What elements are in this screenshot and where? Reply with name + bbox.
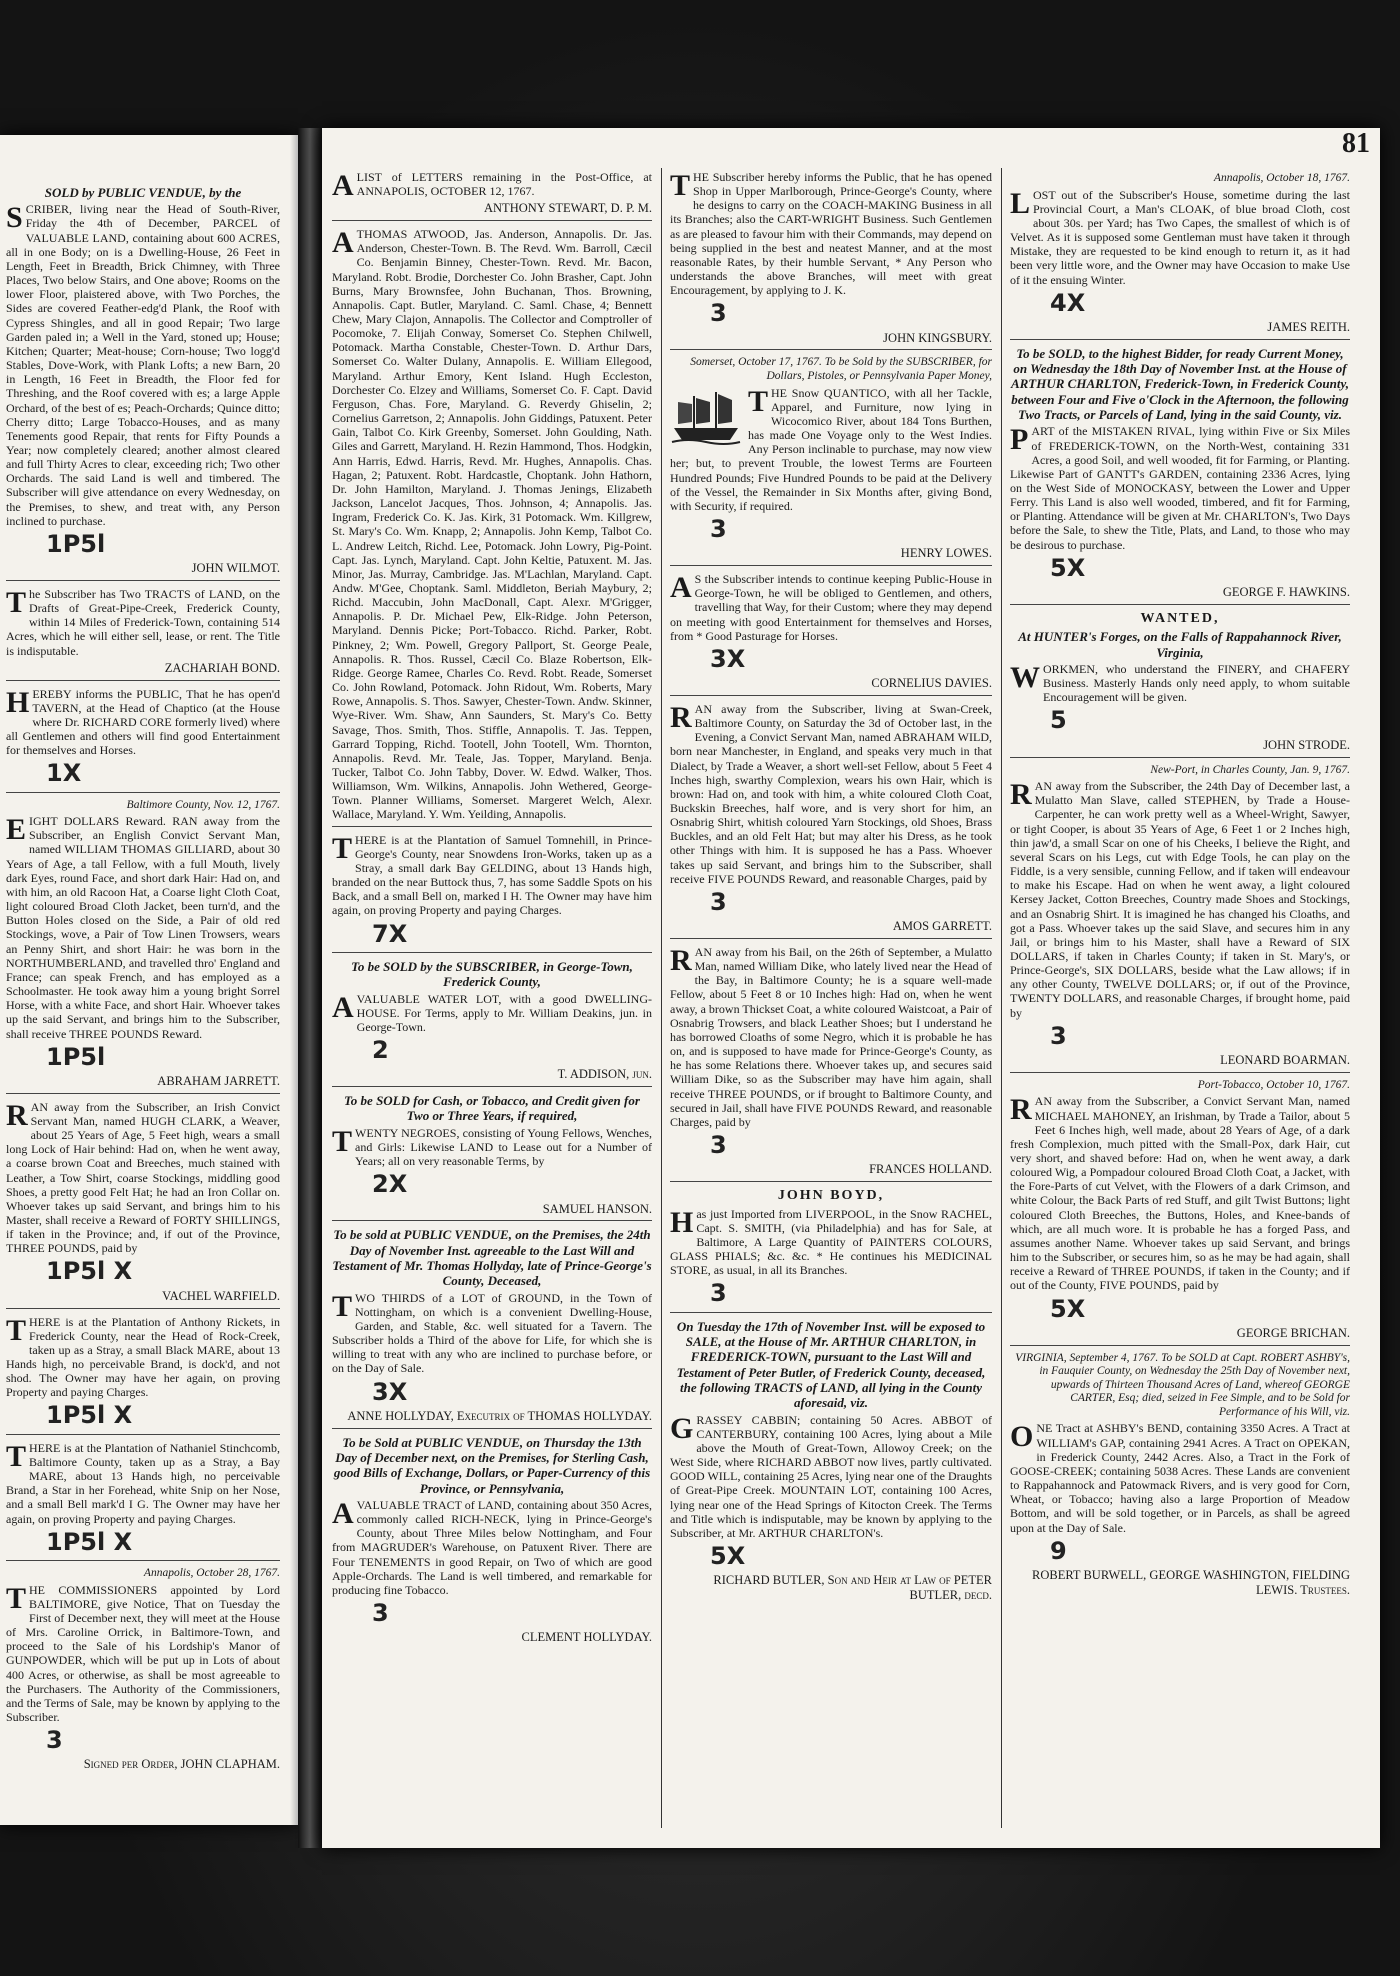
advertisement — [332, 170, 652, 221]
ad-title: JOHN BOYD, — [777, 1188, 885, 1204]
handwritten-mark: 1P5l X — [46, 1527, 133, 1556]
handwritten-mark: 1X — [46, 759, 82, 788]
ad-signer: FRANCES HOLLAND. — [869, 1162, 992, 1177]
ship-woodcut-icon — [670, 388, 742, 446]
ad-body-text: TWENTY NEGROES, consisting of Young Fellows, Wenches, and Girls: Likewise LAND to Lease out for a Number of Years; all on very reasonable Terms, by — [332, 1124, 652, 1169]
advertisement — [670, 356, 992, 566]
advertisement — [1010, 346, 1350, 605]
ad-body-text: ATHOMAS ATWOOD, Jas. Anderson, Annapolis. Dr. Jas. Anderson, Chester-Town. B. The Revd. Wm. Barroll, Cæcil Co. Benjamin Binney, Chester-Town. Revd. Mr. Bacon, Maryland. Robt. Brodie, Dorchester Co. John Brasher, Capt. John Burns, Mary Brownsfee, John Buchanan, Thos. Browning, Annapolis. Capt. Butler, Maryland. C. Saml. Chase, 4; Bennett Chew, Mary Clajon, Annapolis. The Collector and Comptroller of Pocomoke, 7. Elijah Conway, Somerset Co. Stephen Chilwell, Potomack. Martha Constable, Chester-Town. D. Arthur Dars, Somerset Co. Walter Dulany, Annapolis. E. William Ellegood, Maryland. Arthur Emory, Kent Island. Hugh Eccleston, Dorchester Co. Elzey and Williams, Somerset Co. F. Capt. David Ferguson, Chas. Fore, Maryland. G. Reverdy Ghiselin, 2; Cornelius Garretson, 2; Annapolis. John Giddings, Patuxent. Peter Gain, Talbot Co. Kirk Greenby, Somerset. John Goulding, Nath. Giles and Garrett, Maryland. H. Rezin Hammond, Thos. Hodgkin, Ann Harris, Edwd. Harris, Revd. Mr. Hughes, Annapolis. Chas. Hagan, 2; Patuxent. Robt. Hardcastle, Choptank. John Hathorn, Dr. John Hamilton, Maryland. J. Thomas Jenings, Elizabeth Jackson, Lancelot Jacques, Thos. Johnson, 4; Annapolis. Jas. Ingram, Frederick Co. K. Jas. Kirk, 31 Potomack. Wm. Killgrew, St. Mary's Co. Wm. Knapp, 2; Annapolis. John Kemp, Talbot Co. L. Andrew Leitch, Richd. Lee, Potomack. John Lowry, Pig-Point. Capt. Jas. Lynch, Maryland. Capt. John Keltie, Patuxent. M. Jas. Minor, Jas. Murray, Cambridge. Jas. M'Lachlan, Maryland. Capt. Andw. M'Gee, Choptank. Saml. Middleton, Beriah Maybury, 2; Richd. Maccubin, John MacDonall, Capt. Alexr. M'Grigger, Annapolis. P. Dr. Michael Pew, Elk-Ridge. John Peterson, Maryland. Dennis Picke; Port-Tobacco. Richd. Parker, Robt. Pinkney, 2; Wm. Powell, Gregory Pallport, St. George Peale, Annapolis. R. Thos. Russel, Cæcil Co. Blaze Robertson, Elk-Ridge. George Ramee, Charles Co. Revd. Robt. Reade, Somerset Co. John Rowland, Potomack. John Ridout, Wm. Roberts, Mary Rowe, Annapolis. S. Thos. Sawyer, Chester-Town. Andw. Skinner, Wye-River. Wm. Shaw, Ann Saunders, St. Mary's Co. Betty Savage, Thos. Smith, Thos. Stiffle, Annapolis. T. Jas. Teppen, Garrard Topping, Richd. Tootell, John Tootell, Wm. Thornton, Annapolis. Revd. Mr. Teale, Jas. Topper, Maryland. Benja. Tucker, Talbot Co. John Tabby, Dover. W. Edwd. Walker, Thos. Williamson, Wm. Wilkins, Annapolis. John Wethered, George-Town. Planner Williams, Somerset. Margeret Welch, Alexr. Wallace, Maryland. Y. Wm. Yeilding, Annapolis. — [332, 226, 652, 822]
handwritten-mark: 3 — [1050, 1021, 1067, 1050]
handwritten-mark: 1P5l X — [46, 1401, 133, 1430]
ad-signer: GEORGE F. HAWKINS. — [1222, 585, 1350, 600]
advertisement — [332, 1435, 652, 1649]
ad-body-text: THERE is at the Plantation of Anthony Rickets, in Frederick County, near the Head of Rock-Creek, taken up as a Stray, a small Black MARE, about 13 Hands high, no perceivable Brand, is dock'd, and not shod. The Owner may have her again, on proving Property and paying Charges. — [6, 1313, 280, 1400]
ad-body-text: THE Snow QUANTICO, with all her Tackle, Apparel, and Furniture, now lying in Wicocomico River, about 184 Tons Burthen, has made One Voyage only to the West Indies. Any Person inclinable to purchase, may now view her; but, to prevent Trouble, the lowest Terms are Fourteen Hundred Pounds; Five Hundred Pounds to be paid at the Delivery of the Vessel, the Remainder in Six Months after, giving Bond, with Security, if required. — [670, 384, 992, 513]
advertisement — [332, 833, 652, 953]
page-number: 81 — [1342, 128, 1370, 159]
ad-body-text: THERE is at the Plantation of Nathaniel Stinchcomb, Baltimore County, taken up as a Stray, a Bay MARE, about 13 Hands high, no perceivable Brand, a Star in her Forehead, white Snip on her Nose, and a small Bell mark'd I G. The Owner may have her again, on proving Property and paying Charges. — [6, 1439, 280, 1526]
advertisement — [1010, 764, 1350, 1073]
ad-signer: ANTHONY STEWART, D. P. M. — [484, 201, 652, 216]
ad-body-text: PART of the MISTAKEN RIVAL, lying within Five or Six Miles of FREDERICK-TOWN, on the North-West, containing 331 Acres, a good Soil, and well wooded, fit for Farming, or Planting. Likewise Part of GANTT's GARDEN, containing 2336 Acres, lying on the West Side of MONOCKASY, between the Lower and Upper Ferry. This Land is also well wooded, timbered, and fit for Farming, or Planting. Attendance will be given at Mr. CHARLTON's, Two Days before the Sale, to shew the Title, Plats, and Land, to those who may be desirous to purchase. — [1010, 423, 1350, 552]
ad-body-text: RAN away from the Subscriber, the 24th Day of December last, a Mulatto Man Slave, called STEPHEN, by Trade a House-Carpenter, he can work pretty well as a Wheel-Wright, Sawyer, or tight Cooper, is about 35 Years of Age, 6 Feet 1 or 2 Inches high, thin jaw'd, a small Scar on one of his Cheeks, I believe the Right, and several Scars on his Legs, cut with Edge Tools, he can play on the Fiddle, is a very sensible, cunning Fellow, and if taken will endeavour to make his Escape. Had on when he went away, a light coloured Kersey Jacket, Cotton Breeches, Country made Shoes and Stockings, and an Osnabrig Shirt. It is imagined he has changed his Cloaths, and got a Pass. Whoever takes up the said Slave, and secures him in any Jail, or brings him to his Master, shall have a Reward of SIX DOLLARS, if taken in Charles County; if taken in St. Mary's, or Prince-George's, SIX DOLLARS, beside what the Law allows; if in any other County, TWELVE DOLLARS; or, if out of the Province, TWENTY DOLLARS, and reasonable Charges, if brought home, paid by — [1010, 778, 1350, 1020]
handwritten-mark: 5X — [1050, 553, 1086, 582]
ad-body-text: RAN away from the Subscriber, a Convict Servant Man, named MICHAEL MAHONEY, an Irishman, by Trade a Tailor, about 5 Feet 6 Inches high, well made, about 28 Years of Age, of a dark fresh Complexion, much pitted with the Small-Pox, dark Hair, cut very short, and shaved before: Had on, when he went away, a dark coloured Wig, a Pompadour coloured Broad Cloth Coat, a Jacket, with the Fore-Parts of cut Velvet, with the Flowers of a dark Crimson, and white Colour, the Back Parts of red Stuff, and gilt Twist Buttons; light coloured Cloth Breeches, the Buttons, Holes, and Knee-bands of which, are all much wore. It is probable he has a forged Pass, and assumes another Name. Whoever takes up said Servant, and brings him to the Subscriber, or secures him, so as he may be had again, shall receive a Reward of THREE POUNDS, if taken in the County; and if out of the County, FIVE POUNDS, paid by — [1010, 1093, 1350, 1293]
handwritten-mark: 2 — [372, 1036, 389, 1064]
advertisement — [670, 572, 992, 696]
advertisement — [6, 1315, 280, 1435]
ad-body-text: RAN away from his Bail, on the 26th of September, a Mulatto Man, named William Dike, who lately lived near the Head of the Bay, in Baltimore County; he is a square well-made Fellow, about 5 Feet 8 or 10 Inches high: Had on, when he went away, a brown Thickset Coat, a white coloured Waistcoat, a Pair of Osnabrig Trowsers, and black Leather Shoes; but I understand he has borrowed Cloaths of some Negro, which it is probable he has on, and is supposed to have made for Prince-George's County, as he has some Relations there. Whoever takes up, and secures said William Dike, so as the Subscriber may have him again, shall receive THREE POUNDS, or if brought to Baltimore County, and secured in Jail, shall have FIVE POUNDS Reward, and reasonable Charges, paid by — [670, 944, 992, 1129]
ad-signer: CLEMENT HOLLYDAY. — [521, 1630, 652, 1645]
ad-body-text: ALIST of LETTERS remaining in the Post-Office, at ANNAPOLIS, OCTOBER 12, 1767. — [332, 170, 652, 202]
advertisement — [670, 945, 992, 1182]
handwritten-mark: 3 — [710, 1279, 727, 1308]
ad-signer: ROBERT BURWELL, GEORGE WASHINGTON, FIELDING LEWIS. Trustees. — [1032, 1568, 1350, 1597]
advertisement — [6, 587, 280, 681]
ad-body-text: EIGHT DOLLARS Reward. RAN away from the Subscriber, an English Convict Servant Man, named WILLIAM THOMAS GILLIARD, about 30 Years of Age, a tall Fellow, with a full Mouth, lively dark Eyes, round Face, and short dark Hair: Had on, and with him, an old Racoon Hat, a Coarse light Cloth Coat, light coloured Broad Cloth Jacket, been turn'd, and the Button Holes closed on the Side, a Pair of old red Stockings, wove, a Pair of Tow Linen Trowsers, wears an Penny Shirt, and short Hair: he was born in the NORTHUMBERLAND, and travelled thro' England and France; can speak French, and has employed as a Schoolmaster. He took away him a young bright Sorrel Horse, with a white Face, and short Hair. Whoever takes up the said Servant, and brings him to the Subscriber, shall receive THREE POUNDS Reward. — [6, 813, 280, 1041]
advertisement — [332, 959, 652, 1087]
page-edge-shadow — [290, 135, 298, 1825]
advertisement — [6, 185, 280, 581]
handwritten-mark: 2X — [372, 1170, 408, 1199]
ad-heading: Port-Tobacco, October 10, 1767. — [1197, 1078, 1350, 1091]
handwritten-mark: 3 — [46, 1726, 63, 1755]
ad-signer: T. ADDISON, jun. — [557, 1067, 652, 1082]
advertisement — [1010, 1079, 1350, 1346]
ad-signer: JAMES REITH. — [1267, 319, 1350, 334]
ad-body-text: HEREBY informs the PUBLIC, That he has open'd TAVERN, at the Head of Chaptico (at the House where Dr. RICHARD CORE formerly lived) where all Gentlemen and others will find good Entertainment for themselves and Horses. — [6, 685, 280, 758]
ad-heading: New-Port, in Charles County, Jan. 9, 1767. — [1150, 763, 1350, 776]
ad-heading: Annapolis, October 18, 1767. — [1213, 172, 1350, 184]
book-gutter — [298, 128, 322, 1848]
ad-signer: AMOS GARRETT. — [892, 919, 992, 934]
advertisement — [1010, 611, 1350, 758]
ad-body-text: AVALUABLE TRACT of LAND, containing about 350 Acres, commonly called RICH-NECK, lying in Prince-George's County, about Three Miles below Nottingham, and Four from MAGRUDER's Warehouse, on Patuxent River. There are Four TENEMENTS in good Repair, on Two of which are good Apple-Orchards. The Land is well timbered, and remarkable for producing fine Tobacco. — [332, 1496, 652, 1597]
column-3 — [1010, 170, 1350, 1848]
ad-heading: At HUNTER's Forges, on the Falls of Rappahannock River, Virginia, — [1018, 629, 1342, 660]
handwritten-mark: 7X — [372, 919, 408, 948]
handwritten-mark: 1P5l — [46, 529, 106, 558]
handwritten-mark: 5 — [1050, 706, 1067, 735]
ad-heading: To be sold at PUBLIC VENDUE, on the Premises, the 24th Day of November Inst. agreeable to the Last Will and Testament of Mr. Thomas Hollyday, late of Prince-George's County, Deceased, — [332, 1227, 652, 1289]
ad-body-text: ONE Tract at ASHBY's BEND, containing 3350 Acres. A Tract at WILLIAM's GAP, containing 2941 Acres. A Tract on OPEKAN, in Frederick County, 2442 Acres. Also, a Tract in the Fork of GOOSE-CREEK; containing 5038 Acres. These Lands are convenient to Rappahannock and Patowmack Rivers, and is very good for Corn, Wheat, or Tobacco; having also a large Proportion of Meadow Bottom, and will be sold together, or in Parcels, as shall be agreed upon at the Day of Sale. — [1010, 1420, 1350, 1535]
ad-signer: ANNE HOLLYDAY, Executrix of THOMAS HOLLYDAY. — [347, 1408, 652, 1423]
advertisement — [332, 1093, 652, 1221]
ad-body-text: RAN away from the Subscriber, an Irish Convict Servant Man, named HUGH CLARK, a Weaver, about 25 Years of Age, 5 Feet high, wears a small long Lock of Hair behind: Had on, when he went away, a coarse brown Coat and Breeches, much stained with Leather, a Tow Shirt, coarse Stockings, middling good Shoes, a pretty good Felt Hat; he had an Iron Collar on. Whoever takes up said Servant, and brings him to his Master, shall receive a Reward of FORTY SHILLINGS, if taken in the Province; and, if out of the Province, THREE POUNDS, paid by — [6, 1098, 280, 1256]
handwritten-mark: 3 — [710, 1131, 727, 1160]
ad-body-text: THE COMMISSIONERS appointed by Lord BALTIMORE, give Notice, That on Tuesday the First of December next, they will meet at the House of Mrs. Caroline Orrick, in Baltimore-Town, and proceed to the Sale of his Lordship's Manor of GUNPOWDER, which will be put up in Lots of about 400 Acres, or otherwise, as shall be most agreeable to the Purchasers. The Authority of the Commissioners, and the Terms of Sale, may be known by applying to the Subscriber. — [6, 1581, 280, 1724]
ad-body-text: Has just Imported from LIVERPOOL, in the Snow RACHEL, Capt. S. SMITH, (via Philadelphia) and has for Sale, at Baltimore, A Large Quantity of PAINTERS COLOURS, GLASS PHIALS; &c. &c. * He continues his MEDICINAL STORE, as usual, in all its Branches. — [670, 1205, 992, 1278]
left-page-column — [6, 185, 280, 1825]
ad-signer: RICHARD BUTLER, Son and Heir at Law of PETER BUTLER, decd. — [713, 1573, 992, 1603]
handwritten-mark: 3 — [710, 887, 727, 916]
advertisement — [6, 1100, 280, 1309]
advertisement — [6, 1441, 280, 1561]
handwritten-mark: 5X — [710, 1542, 746, 1571]
ad-body-text: THERE is at the Plantation of Samuel Tomnehill, in Prince-George's County, near Snowdens Iron-Works, taken up as a Stray, a small dark Bay GELDING, about 13 Hands high, branded on the near Buttock thus, 7, has some Saddle Spots on his Back, and a small Bell on, marked I H. The Owner may have him again, on proving Property and paying Charges. — [332, 831, 652, 918]
advertisement — [6, 799, 280, 1094]
handwritten-mark: 5X — [1050, 1294, 1086, 1323]
ad-heading: To be SOLD, to the highest Bidder, for ready Current Money, on Wednesday the 18th Day of November Inst. at the House of ARTHUR CHARLTON, Frederick-Town, in Frederick County, between Four and Five o'Clock in the Afternoon, the following Two Tracts, or Parcels of Land, lying in the said County, viz. — [1010, 345, 1350, 423]
handwritten-mark: 1P5l — [46, 1042, 106, 1071]
ad-heading: To be Sold at PUBLIC VENDUE, on Thursday the 13th Day of December next, on the Premises, for Sterling Cash, good Bills of Exchange, Dollars, or Paper-Currency of this Province, or Pennsylvania, — [333, 1434, 651, 1496]
handwritten-mark: 3X — [710, 644, 746, 673]
ad-body-text: WORKMEN, who understand the FINERY, and CHAFERY Business. Masterly Hands only need apply, to whom suitable Encouragement will be given. — [1010, 661, 1350, 705]
left-page — [0, 135, 298, 1825]
handwritten-mark: 3 — [710, 515, 727, 543]
ad-signer: ZACHARIAH BOND. — [164, 660, 280, 675]
ad-body-text: AVALUABLE WATER LOT, with a good DWELLING-HOUSE. For Terms, apply to Mr. William Deakins, jun. in George-Town. — [332, 990, 652, 1034]
ad-body-text: AS the Subscriber intends to continue keeping Public-House in George-Town, he will be obliged to Gentlemen, and others, travelling that Way, for their Custom; where they may depend on meeting with good Entertainment for themselves and Horses, from * Good Pasturage for Horses. — [670, 571, 992, 643]
ad-body-text: The Subscriber has Two TRACTS of LAND, on the Drafts of Great-Pipe-Creek, Frederick County, within 14 Miles of Frederick-Town, containing 514 Acres, which he will either sell, lease, or rent. The Title is indisputable. — [6, 585, 280, 658]
ad-signer: SAMUEL HANSON. — [542, 1201, 652, 1216]
ad-heading: VIRGINIA, September 4, 1767. To be SOLD at Capt. ROBERT ASHBY's, in Fauquier County, on Wednesday the 25th Day of November next, upwards of Thirteen Thousand Acres of Land, whereof GEORGE CARTER, Esq; died, seized in Fee Simple, and to be Sold for Performance of his Will, viz. — [1015, 1351, 1350, 1418]
advertisement — [1010, 172, 1350, 340]
ad-heading: Annapolis, October 28, 1767. — [143, 1567, 280, 1580]
ad-signer: CORNELIUS DAVIES. — [871, 676, 992, 691]
ad-body-text: LOST out of the Subscriber's House, sometime during the last Provincial Court, a Man's CLOAK, of blue broad Cloth, cost about 30s. per Yard; has Two Capes, the smallest of which is of Velvet. As it is supposed some Gentleman must have taken it through Mistake, they are requested to be kind enough to return it, as it had been very little wore, and the Owner may have Occasion to make Use of it the ensuing Winter. — [1010, 186, 1350, 287]
advertisement — [670, 1188, 992, 1313]
handwritten-mark: 3X — [372, 1377, 408, 1406]
ad-heading: To be SOLD for Cash, or Tobacco, and Credit given for Two or Three Years, if required, — [344, 1093, 640, 1124]
right-page — [322, 128, 1380, 1848]
column-rule — [1001, 168, 1002, 1828]
ad-body-text: GRASSEY CABBIN; containing 50 Acres. ABBOT of CANTERBURY, containing 100 Acres, lying about a Mile above the Mouth of Great-Town, Allowoy Creek; on the West Side, where RICHARD ABBOT now lives, partly cultivated. GOOD WILL, containing 25 Acres, lying near one of the Draughts of Great-Pipe Creek. MOUNTAIN LOT, containing 100 Acres, lying near one of the Head Springs of Kitocton Creek. The Terms and Title which is indisputable, may be known by applying to the Subscriber, at Mr. ARTHUR CHARLTON's. — [670, 1411, 992, 1540]
advertisement — [670, 170, 992, 350]
ad-heading: Somerset, October 17, 1767. To be Sold by the SUBSCRIBER, for Dollars, Pistoles, or Pennsylvania Paper Money, — [690, 356, 992, 383]
ad-signer: GEORGE BRICHAN. — [1236, 1325, 1350, 1340]
advertisement — [670, 1319, 992, 1607]
ad-body-text: THE Subscriber hereby informs the Public, that he has opened Shop in Upper Marlborough, Prince-George's County, where he designs to carry on the COACH-MAKING Business in all its Branches; also the CART-WRIGHT Business. Such Gentlemen as are pleased to favour him with their Commands, may depend on being supplied in the best and neatest Manner, and at the most reasonable Rates, by their humble Servant, * Any Person who understands the above Branches, will meet with great Encouragement, by applying to J. K. — [670, 170, 992, 298]
advertisement — [332, 1227, 652, 1428]
advertisement — [670, 702, 992, 939]
ad-signer: JOHN STRODE. — [1263, 737, 1350, 752]
advertisement — [1010, 1352, 1350, 1602]
ad-signer: JOHN KINGSBURY. — [883, 330, 992, 345]
ad-body-text: SCRIBER, living near the Head of South-River, Friday the 4th of December, PARCEL of VALUABLE LAND, containing about 600 ACRES, all in one Body; on is a Dwelling-House, 26 Feet in Length, Feet in Breadth, Brick Chimney, with Three Places, Two below Stairs, and One above; Rooms on the lower Floor, plaistered above, with Two Porches, the Sides are covered Feather-edg'd Plank, the Roof with Cypress Shingles, and all in good Repair; Two large Garden paled in; a Well in the Yard, stoned up; House; Kitchen; Quarter; Meat-house; Corn-house; Two logg'd Stables, Dove-Work, with Plank Lofts; a new Barn, 20 in Length, 16 Feet in Breadth, the Floor fed for Threshing, and the Roof covered with es; a large Apple Orchard, of the best of es; Peach-Orchards; Quince ditto; Cherry ditto; Large Tobacco-Houses, and as many Tenements good Repair, that rents for Fifty Pounds a Year; now completely cleared; another almost cleared and full Thirty Acres to clear, exceeding rich; Two other Orchards. The said Land is well and timbered. The Subscriber will give attendance on every Wednesday, on the Premises, to shew, and treat with, any Person inclined to purchase. — [6, 201, 280, 528]
ad-body-text: TWO THIRDS of a LOT of GROUND, in the Town of Nottingham, on which is a convenient Dwelling-House, Garden, and Stable, &c. well situated for a Tavern. The Subscriber holds a Third of the above for Life, for which she is willing to treat with any who are inclined to purchase before, or on the Day of Sale. — [332, 1289, 652, 1376]
ad-signer: Signed per Order, JOHN CLAPHAM. — [83, 1757, 280, 1772]
ad-signer: LEONARD BOARMAN. — [1220, 1053, 1350, 1068]
column-rule — [661, 168, 662, 1828]
ad-heading: SOLD by PUBLIC VENDUE, by the — [44, 185, 242, 200]
ad-body-text: RAN away from the Subscriber, living at Swan-Creek, Baltimore County, on Saturday the 3d of October last, in the Evening, a Convict Servant Man, named ABRAHAM WILD, born near Manchester, in England, and speaks very much in that Dialect, by Trade a Weaver, a short well-set Fellow, about 5 Feet 4 Inches high, swarthy Complexion, wears his own Hair, which is brown: Had on, and took with him, a white coloured Cloth Coat, Buckskin Breeches, half wore, and is very short for him, an Osnabrig Shirt, whitish coloured Yarn Stockings, old Shoes, Brass Buckles, and an old Felt Hat; but may alter his Dress, as he took other Things with him. It is supposed he has a Pass. Whoever takes up said Servant, and brings him to the Subscriber, shall receive FIVE POUNDS Reward, and reasonable Charges, paid by — [670, 700, 992, 886]
advertisement — [6, 687, 280, 793]
ad-signer: JOHN WILMOT. — [191, 561, 280, 576]
handwritten-mark: 3 — [372, 1598, 389, 1627]
handwritten-mark: 3 — [710, 299, 727, 328]
ad-signer: ABRAHAM JARRETT. — [157, 1073, 280, 1088]
ad-heading: On Tuesday the 17th of November Inst. will be exposed to SALE, at the House of Mr. ARTHUR CHARLTON, in FREDERICK-TOWN, pursuant to the Last Will and Testament of Peter Butler, of Frederick County, deceased, the following TRACTS of LAND, all lying in the County aforesaid, viz. — [676, 1318, 986, 1411]
handwritten-mark: 4X — [1050, 288, 1086, 317]
handwritten-mark: 9 — [1050, 1536, 1067, 1565]
handwritten-mark: 1P5l X — [46, 1257, 133, 1286]
ad-heading: To be SOLD by the SUBSCRIBER, in George-Town, Frederick County, — [351, 958, 633, 990]
advertisement — [6, 1567, 280, 1776]
ad-signer: HENRY LOWES. — [900, 546, 992, 561]
ad-title: WANTED, — [1140, 610, 1220, 626]
column-2 — [670, 170, 992, 1848]
ad-heading: Baltimore County, Nov. 12, 1767. — [126, 798, 280, 811]
advertisement — [332, 227, 652, 827]
ad-signer: VACHEL WARFIELD. — [162, 1288, 280, 1303]
column-1 — [332, 170, 652, 1848]
